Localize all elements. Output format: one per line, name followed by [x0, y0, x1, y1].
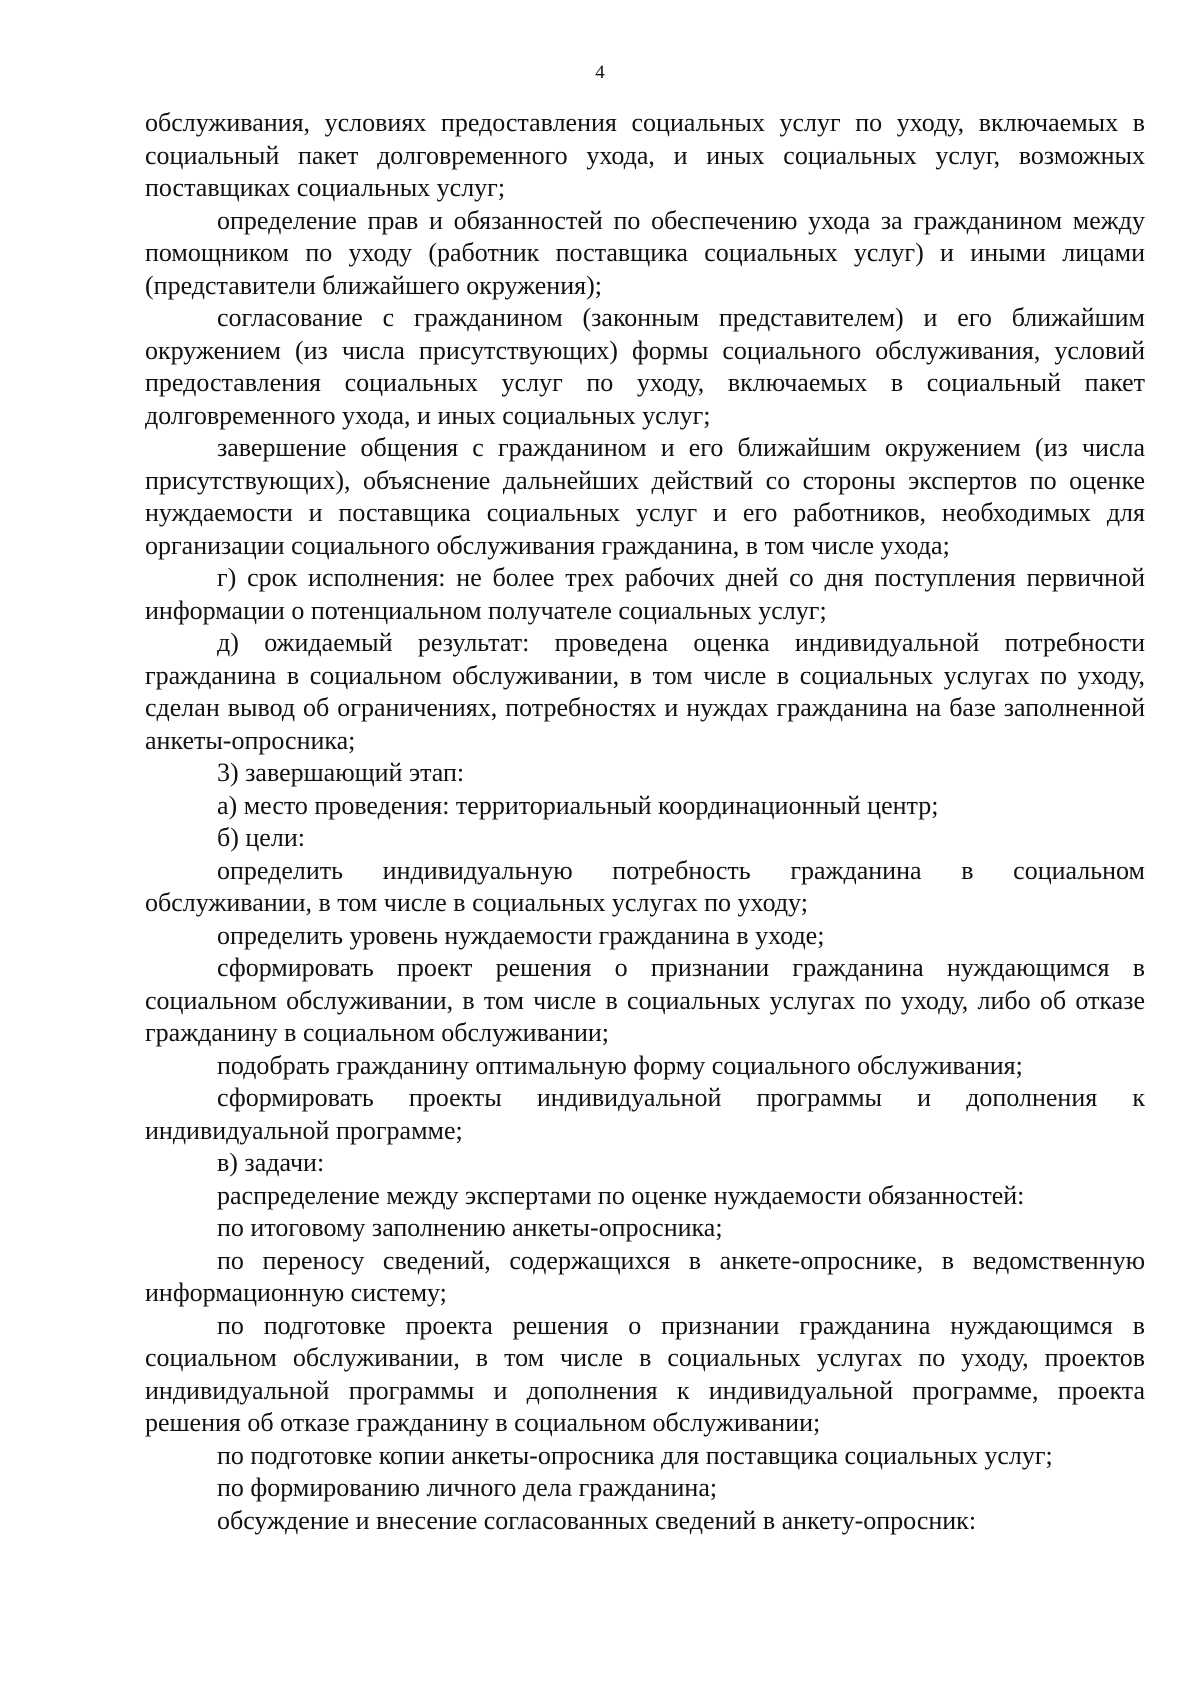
- paragraph: распределение между экспертами по оценке нуждаемости обязанностей:: [217, 1180, 1025, 1210]
- paragraph: согласование с гражданином (законным представителем) и его ближайшим окружением (из числа присутствующих) формы социального обслуживания, условий предоставления социальных услуг по уходу, включаемых в социальный пакет долговременного ухода, и иных социальных услуг;: [145, 303, 1145, 430]
- page-number: 4: [595, 62, 605, 83]
- paragraph: по подготовке копии анкеты-опросника для поставщика социальных услуг;: [217, 1440, 1053, 1470]
- paragraph: определить индивидуальную потребность гражданина в социальном обслуживании, в том числе в социальных услугах по уходу;: [145, 855, 1145, 917]
- paragraph: д) ожидаемый результат: проведена оценка индивидуальной потребности гражданина в социальном обслуживании, в том числе в социальных услугах по уходу, сделан вывод об ограничениях, потребностях и нуждах гражданина на базе заполненной анкеты-опросника;: [145, 628, 1145, 755]
- paragraph: сформировать проект решения о признании гражданина нуждающимся в социальном обслуживании, в том числе в социальных услугах по уходу, либо об отказе гражданину в социальном обслуживании;: [145, 953, 1145, 1047]
- paragraph: завершение общения с гражданином и его ближайшим окружением (из числа присутствующих), объяснение дальнейших действий со стороны экспертов по оценке нуждаемости и поставщика социальных услуг и его работников, необходимых для организации социального обслуживания гражданина, в том числе ухода;: [145, 433, 1145, 560]
- paragraph: г) срок исполнения: не более трех рабочих дней со дня поступления первичной информации о потенциальном получателе социальных услуг;: [145, 563, 1145, 625]
- paragraph: 3) завершающий этап:: [217, 758, 465, 787]
- paragraph: в) задачи:: [217, 1148, 325, 1177]
- paragraph: определить уровень нуждаемости гражданина в уходе;: [217, 920, 825, 950]
- paragraph: б) цели:: [217, 823, 305, 852]
- paragraph: а) место проведения: территориальный координационный центр;: [217, 790, 939, 820]
- paragraph: подобрать гражданину оптимальную форму социального обслуживания;: [217, 1050, 1023, 1080]
- paragraph: по подготовке проекта решения о признании гражданина нуждающимся в социальном обслуживании, в том числе в социальных услугах по уходу, проектов индивидуальной программы и дополнения к индивидуальной программе, проекта решения об отказе гражданину в социальном обслуживании;: [145, 1310, 1145, 1437]
- paragraph: по переносу сведений, содержащихся в анкете-опроснике, в ведомственную информационную систему;: [145, 1245, 1145, 1307]
- paragraph: обслуживания, условиях предоставления социальных услуг по уходу, включаемых в социальный пакет долговременного ухода, и иных социальных услуг, возможных поставщиках социальных услуг;: [145, 108, 1145, 202]
- paragraph: определение прав и обязанностей по обеспечению ухода за гражданином между помощником по уходу (работник поставщика социальных услуг) и иными лицами (представители ближайшего окружения);: [145, 205, 1145, 300]
- paragraph: по формированию личного дела гражданина;: [217, 1473, 718, 1502]
- paragraph: обсуждение и внесение согласованных сведений в анкету-опросник:: [217, 1505, 977, 1535]
- paragraph: сформировать проекты индивидуальной программы и дополнения к индивидуальной программе;: [145, 1083, 1145, 1145]
- paragraph: по итоговому заполнению анкеты-опросника;: [217, 1213, 723, 1242]
- document-body: [145, 107, 1145, 1537]
